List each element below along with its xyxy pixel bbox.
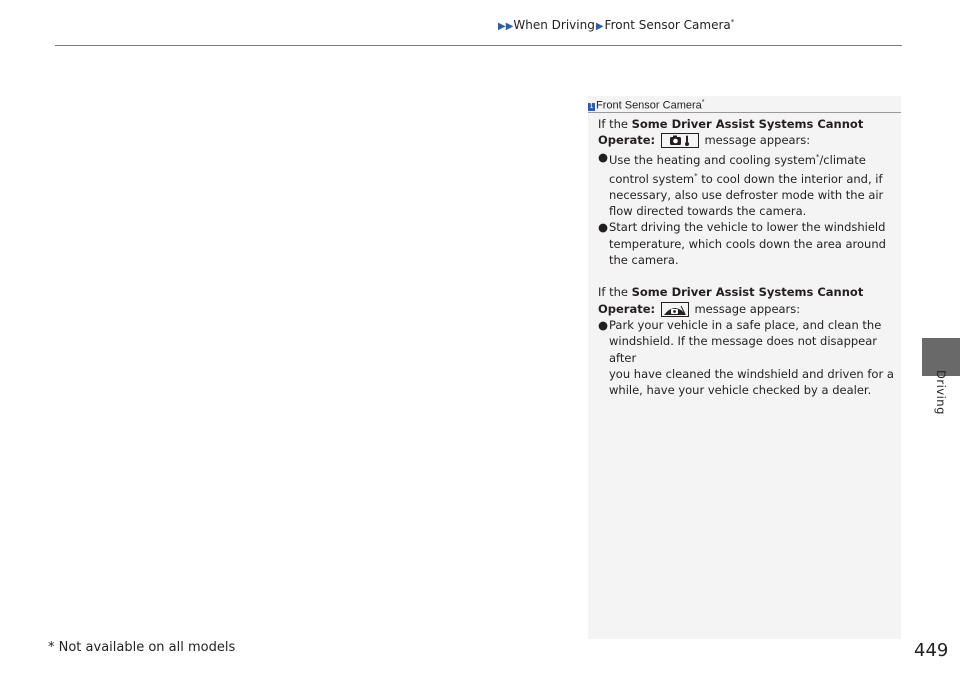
bullet-item	[598, 219, 894, 268]
message-name-bold: Some Driver Assist Systems Cannot	[631, 117, 864, 131]
sidebar-body	[598, 116, 894, 398]
breadcrumb-arrow-icon: ▶▶	[498, 21, 514, 32]
breadcrumb-when-driving[interactable]: When Driving	[513, 18, 595, 32]
chapter-label: Driving	[934, 370, 948, 415]
header-divider	[55, 45, 902, 46]
sidebar-heading	[588, 96, 901, 113]
section2-intro-line2	[598, 301, 894, 317]
breadcrumb-separator-icon: ▶	[595, 21, 604, 32]
camera-wiper-icon	[661, 302, 689, 317]
if-the-text: If the	[598, 285, 628, 300]
message-appears-text: message appears:	[694, 301, 801, 316]
message-operate-bold: Operate:	[598, 133, 656, 148]
bullet-text: Start driving the vehicle to lower the windshield	[609, 220, 886, 235]
sidebar-heading-text: Front Sensor Camera	[596, 99, 702, 112]
bullet-text: to cool down the interior and, if	[697, 171, 883, 186]
breadcrumb-asterisk: *	[730, 18, 735, 26]
bullet-item	[598, 149, 894, 220]
bullet-text: while, have your vehicle checked by a dealer.	[609, 383, 872, 398]
bullet-text: you have cleaned the windshield and driven for a	[609, 366, 894, 381]
bullet-dot-icon: ●	[598, 220, 609, 235]
breadcrumb-front-sensor-camera[interactable]: Front Sensor Camera	[604, 18, 731, 32]
sidebar-heading-asterisk: *	[701, 99, 705, 106]
bullet-text: windshield. If the message does not disappear after	[609, 334, 878, 365]
message-name-bold: Some Driver Assist Systems Cannot	[631, 285, 864, 300]
footnote: * Not available on all models	[48, 640, 236, 655]
bullet-text: Use the heating and cooling system	[609, 152, 816, 167]
asterisk: *	[694, 171, 698, 180]
bullet-item	[598, 317, 894, 398]
bullet-text: control system	[609, 171, 695, 186]
message-operate-bold: Operate:	[598, 301, 656, 316]
bullet-text: /climate	[819, 152, 866, 167]
message-appears-text: message appears:	[704, 133, 811, 148]
breadcrumb	[498, 18, 734, 32]
bullet-dot-icon: ●	[598, 149, 609, 164]
page-number: 449	[914, 640, 949, 661]
bullet-text: the camera.	[609, 253, 679, 268]
bullet-text: necessary, also use defroster mode with the air	[609, 187, 884, 202]
reference-icon: 1	[589, 102, 594, 110]
bullet-text: Park your vehicle in a safe place, and clean the	[609, 317, 882, 332]
bullet-dot-icon: ●	[598, 317, 609, 332]
section1-intro	[598, 116, 894, 132]
if-the-text: If the	[598, 117, 628, 131]
section2-intro	[598, 284, 894, 300]
section1-intro-line2	[598, 132, 894, 148]
bullet-text: temperature, which cools down the area around	[609, 236, 886, 251]
bullet-text: flow directed towards the camera.	[609, 204, 807, 219]
camera-temperature-icon	[661, 133, 699, 148]
asterisk: *	[815, 152, 820, 161]
